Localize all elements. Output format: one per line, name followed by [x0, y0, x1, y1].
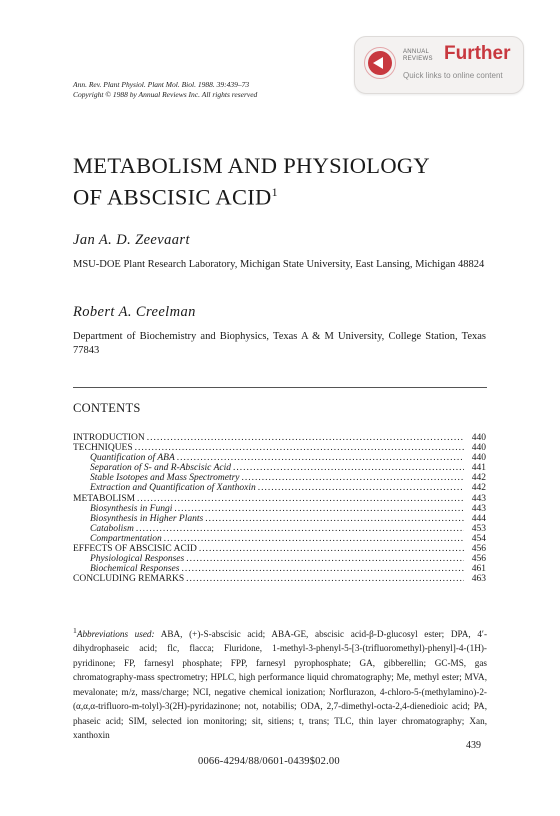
journal-citation — [73, 80, 257, 100]
title-line-2: OF ABSCISIC ACID — [73, 184, 272, 210]
footnote-label: Abbreviations used: — [76, 629, 155, 640]
issn-code: 0066-4294/88/0601-0439$02.00 — [198, 756, 340, 767]
toc-entry[interactable]: CONCLUDING REMARKS ..... 463 — [73, 574, 486, 584]
title-footnote-mark: 1 — [271, 185, 278, 199]
toc-subentry[interactable]: Physiological Responses ..... 456 — [73, 554, 486, 564]
toc-subentry[interactable]: Extraction and Quantification of Xanthoxin ..... 442 — [73, 483, 486, 493]
banner-tagline: Quick links to online content — [403, 71, 503, 80]
footnote-mark: 1 — [73, 626, 77, 635]
toc-entry[interactable]: METABOLISM ..... 443 — [73, 494, 486, 504]
author-name: Jan A. D. Zeevaart — [73, 232, 190, 248]
contents-heading: CONTENTS — [73, 401, 141, 415]
toc-subentry[interactable]: Stable Isotopes and Mass Spectrometry ..... 442 — [73, 473, 486, 483]
toc-subentry[interactable]: Compartmentation ..... 454 — [73, 534, 486, 544]
author-name: Robert A. Creelman — [73, 304, 196, 320]
banner-title: Further — [444, 43, 511, 64]
citation-line: Ann. Rev. Plant Physiol. Plant Mol. Biol. 1988. 39:439–73 — [73, 80, 250, 89]
toc-subentry[interactable]: Catabolism ..... 453 — [73, 524, 486, 534]
copyright-line: Copyright © 1988 by Annual Reviews Inc. All rights reserved — [73, 90, 258, 99]
toc-subentry[interactable]: Separation of S- and R-Abscisic Acid ..... 441 — [73, 463, 486, 473]
toc-subentry[interactable]: Biosynthesis in Fungi ..... 443 — [73, 504, 486, 514]
author-affiliation: Department of Biochemistry and Biophysics, Texas A & M University, College Station, Texas 77843 — [73, 331, 486, 356]
toc-entry[interactable]: EFFECTS OF ABSCISIC ACID ..... 456 — [73, 544, 486, 554]
author-affiliation: MSU-DOE Plant Research Laboratory, Michigan State University, East Lansing, Michigan 48824 — [73, 259, 485, 270]
annual-reviews-further-link[interactable] — [354, 36, 524, 94]
article-title — [73, 152, 430, 211]
publisher-wordmark: ANNUAL REVIEWS — [403, 49, 433, 62]
abbreviations-footnote — [73, 624, 487, 742]
page-number: 439 — [466, 740, 481, 751]
back-arrow-icon — [368, 51, 392, 75]
toc-subentry[interactable]: Biosynthesis in Higher Plants ..... 444 — [73, 514, 486, 524]
toc-entry[interactable]: INTRODUCTION ..... 440 — [73, 433, 486, 443]
toc-subentry[interactable]: Biochemical Responses ..... 461 — [73, 564, 486, 574]
toc-entry[interactable]: TECHNIQUES ..... 440 — [73, 443, 486, 453]
toc-subentry[interactable]: Quantification of ABA ..... 440 — [73, 453, 486, 463]
footnote-text: ABA, (+)-S-abscisic acid; ABA-GE, abscisic acid-β-D-glucosyl ester; DPA, 4′-dihydrophaseic acid; flc, flacca; Fluridone, 1-methyl-3-phenyl-5-[3-(trifluoromethyl)-phenyl]-4-(1H)-pyridinone; FP, farnesyl phosphate; FPP, farnesyl pyrophosphate; GA, gibberellin; GC-MS, gas chromatography-mass spectrometry; HPLC, high performance liquid chromatography; Me, methyl ester; MVA, mevalonate; m/z, mass/charge; NCI, negative chemical ionization; Norflurazon, 4-chloro-5-(methylamino)-2-(α,α,α-trifluoro-m-tolyl)-3(2H)-pyridazinone; not, notabilis; ODA, 2,7-dimethyl-octa-2,4-dienedioic acid; PA, phaseic acid; SIM, selected ion monitoring; sit, sitiens; t, trans; TLC, thin layer chromatography; Xan, xanthoxin — [73, 629, 488, 740]
title-line-1: METABOLISM AND PHYSIOLOGY — [73, 153, 430, 178]
table-of-contents — [73, 433, 486, 584]
section-divider — [73, 387, 487, 388]
